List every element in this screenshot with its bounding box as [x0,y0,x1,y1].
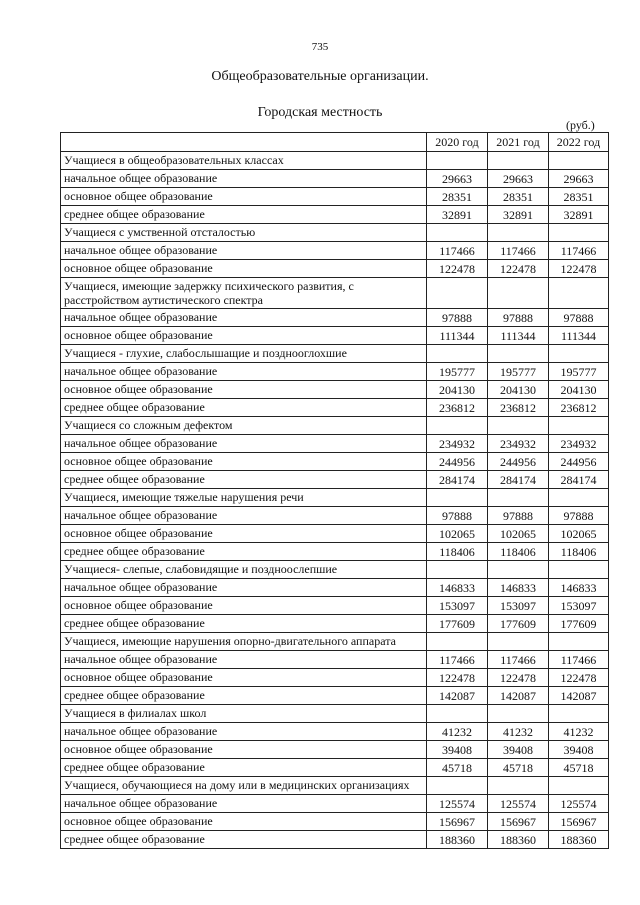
value-cell-2022 [549,777,609,795]
value-cell-2022: 41232 [549,723,609,741]
value-cell-2022 [549,489,609,507]
value-cell-2020: 204130 [427,381,488,399]
value-cell-2020: 117466 [427,651,488,669]
row-label: начальное общее образование [61,309,427,327]
row-label: основное общее образование [61,741,427,759]
value-cell-2022 [549,633,609,651]
value-cell-2021: 32891 [488,206,549,224]
table-row [61,759,609,777]
value-cell-2022: 125574 [549,795,609,813]
group-label: Учащиеся, имеющие задержку психического развития, с расстройством аутистического спектра [61,278,427,309]
table-row [61,615,609,633]
value-cell-2021 [488,278,549,309]
row-label: основное общее образование [61,381,427,399]
value-cell-2020 [427,278,488,309]
table-row [61,651,609,669]
value-cell-2021: 117466 [488,651,549,669]
value-cell-2021: 102065 [488,525,549,543]
row-label: основное общее образование [61,188,427,206]
value-cell-2020: 28351 [427,188,488,206]
group-label: Учащиеся с умственной отсталостью [61,224,427,242]
table-row [61,543,609,561]
value-cell-2020 [427,561,488,579]
table-row [61,170,609,188]
table-row [61,507,609,525]
table-row [61,597,609,615]
table-group-row [61,705,609,723]
value-cell-2022: 195777 [549,363,609,381]
value-cell-2020: 125574 [427,795,488,813]
value-cell-2020: 142087 [427,687,488,705]
value-cell-2022 [549,705,609,723]
row-label: начальное общее образование [61,579,427,597]
table-row [61,206,609,224]
value-cell-2021: 142087 [488,687,549,705]
table-row [61,453,609,471]
value-cell-2020: 284174 [427,471,488,489]
row-label: среднее общее образование [61,615,427,633]
value-cell-2021: 97888 [488,309,549,327]
value-cell-2020: 122478 [427,669,488,687]
row-label: начальное общее образование [61,435,427,453]
row-label: начальное общее образование [61,723,427,741]
row-label: среднее общее образование [61,759,427,777]
value-cell-2022: 122478 [549,260,609,278]
column-header-2020: 2020 год [427,133,488,152]
value-cell-2020: 29663 [427,170,488,188]
value-cell-2021 [488,561,549,579]
table-row [61,723,609,741]
value-cell-2021 [488,152,549,170]
row-label: среднее общее образование [61,687,427,705]
page-subtitle: Городская местность [257,105,383,120]
value-cell-2022 [549,224,609,242]
table-row [61,579,609,597]
value-cell-2020: 153097 [427,597,488,615]
row-label: среднее общее образование [61,471,427,489]
value-cell-2021: 204130 [488,381,549,399]
value-cell-2021: 29663 [488,170,549,188]
table-row [61,188,609,206]
table-body [61,152,609,849]
value-cell-2022: 102065 [549,525,609,543]
value-cell-2021: 195777 [488,363,549,381]
row-label: начальное общее образование [61,651,427,669]
value-cell-2020 [427,224,488,242]
page-title: Общеобразовательные организации. [211,69,429,84]
row-label: начальное общее образование [61,795,427,813]
value-cell-2020: 111344 [427,327,488,345]
group-label: Учащиеся в филиалах школ [61,705,427,723]
value-cell-2021: 236812 [488,399,549,417]
value-cell-2020: 102065 [427,525,488,543]
value-cell-2020: 188360 [427,831,488,849]
group-label: Учащиеся со сложным дефектом [61,417,427,435]
table-group-row [61,489,609,507]
value-cell-2022: 234932 [549,435,609,453]
value-cell-2021 [488,224,549,242]
column-header-2022: 2022 год [549,133,609,152]
group-label: Учащиеся - глухие, слабослышащие и позднооглохшие [61,345,427,363]
value-cell-2022: 153097 [549,597,609,615]
value-cell-2020: 177609 [427,615,488,633]
page-number: 735 [311,41,329,53]
table-row [61,260,609,278]
value-cell-2020: 97888 [427,507,488,525]
row-label: начальное общее образование [61,507,427,525]
value-cell-2021: 177609 [488,615,549,633]
value-cell-2022: 117466 [549,651,609,669]
group-label: Учащиеся в общеобразовательных классах [61,152,427,170]
row-label: основное общее образование [61,669,427,687]
value-cell-2022 [549,345,609,363]
value-cell-2020 [427,345,488,363]
table-row [61,399,609,417]
value-cell-2020 [427,417,488,435]
value-cell-2022: 177609 [549,615,609,633]
value-cell-2022: 236812 [549,399,609,417]
value-cell-2022 [549,417,609,435]
table-row [61,525,609,543]
value-cell-2022: 97888 [549,507,609,525]
value-cell-2021 [488,777,549,795]
row-label: среднее общее образование [61,831,427,849]
row-label: среднее общее образование [61,399,427,417]
value-cell-2021: 125574 [488,795,549,813]
table-row [61,309,609,327]
value-cell-2021 [488,345,549,363]
value-cell-2020: 32891 [427,206,488,224]
value-cell-2021: 122478 [488,669,549,687]
value-cell-2021 [488,633,549,651]
value-cell-2022: 142087 [549,687,609,705]
value-cell-2021: 284174 [488,471,549,489]
table-row [61,242,609,260]
value-cell-2022: 29663 [549,170,609,188]
row-label: основное общее образование [61,260,427,278]
value-cell-2022: 117466 [549,242,609,260]
value-cell-2022: 146833 [549,579,609,597]
value-cell-2022: 156967 [549,813,609,831]
value-cell-2021: 111344 [488,327,549,345]
value-cell-2020 [427,777,488,795]
value-cell-2021: 146833 [488,579,549,597]
table-group-row [61,345,609,363]
table-row [61,381,609,399]
value-cell-2020: 39408 [427,741,488,759]
value-cell-2022: 45718 [549,759,609,777]
value-cell-2020: 122478 [427,260,488,278]
value-cell-2021: 244956 [488,453,549,471]
value-cell-2021: 28351 [488,188,549,206]
value-cell-2022: 32891 [549,206,609,224]
value-cell-2021: 156967 [488,813,549,831]
value-cell-2020 [427,152,488,170]
column-header-2021: 2021 год [488,133,549,152]
row-label: основное общее образование [61,327,427,345]
value-cell-2021 [488,417,549,435]
value-cell-2022: 39408 [549,741,609,759]
table-group-row [61,224,609,242]
value-cell-2021 [488,705,549,723]
row-label: начальное общее образование [61,242,427,260]
group-label: Учащиеся- слепые, слабовидящие и поздноослепшие [61,561,427,579]
units-label: (руб.) [566,118,595,132]
row-label: начальное общее образование [61,170,427,188]
group-label: Учащиеся, имеющие нарушения опорно-двигательного аппарата [61,633,427,651]
table-group-row [61,633,609,651]
value-cell-2020: 156967 [427,813,488,831]
table-group-row [61,417,609,435]
table-row [61,471,609,489]
column-header-label [61,133,427,152]
row-label: основное общее образование [61,453,427,471]
table-row [61,741,609,759]
value-cell-2020: 118406 [427,543,488,561]
value-cell-2020 [427,705,488,723]
table-row [61,363,609,381]
table-group-row [61,278,609,309]
value-cell-2021 [488,489,549,507]
row-label: начальное общее образование [61,363,427,381]
row-label: основное общее образование [61,597,427,615]
value-cell-2020: 244956 [427,453,488,471]
value-cell-2020: 234932 [427,435,488,453]
value-cell-2020: 117466 [427,242,488,260]
group-label: Учащиеся, имеющие тяжелые нарушения речи [61,489,427,507]
table-row [61,669,609,687]
value-cell-2020: 146833 [427,579,488,597]
group-label: Учащиеся, обучающиеся на дому или в медицинских организациях [61,777,427,795]
value-cell-2022: 188360 [549,831,609,849]
value-cell-2020: 195777 [427,363,488,381]
value-cell-2021: 122478 [488,260,549,278]
value-cell-2020: 41232 [427,723,488,741]
table-group-row [61,561,609,579]
cost-table [60,132,609,849]
table-row [61,435,609,453]
value-cell-2020 [427,489,488,507]
value-cell-2022 [549,278,609,309]
table-header-row [61,133,609,152]
value-cell-2022: 122478 [549,669,609,687]
table-row [61,813,609,831]
row-label: среднее общее образование [61,206,427,224]
value-cell-2021: 118406 [488,543,549,561]
value-cell-2020: 97888 [427,309,488,327]
value-cell-2021: 45718 [488,759,549,777]
value-cell-2022: 284174 [549,471,609,489]
value-cell-2022: 97888 [549,309,609,327]
value-cell-2022: 111344 [549,327,609,345]
value-cell-2022: 118406 [549,543,609,561]
value-cell-2020: 236812 [427,399,488,417]
value-cell-2021: 234932 [488,435,549,453]
value-cell-2022: 204130 [549,381,609,399]
value-cell-2021: 39408 [488,741,549,759]
value-cell-2021: 117466 [488,242,549,260]
value-cell-2022: 244956 [549,453,609,471]
row-label: основное общее образование [61,525,427,543]
value-cell-2021: 41232 [488,723,549,741]
value-cell-2021: 97888 [488,507,549,525]
row-label: среднее общее образование [61,543,427,561]
value-cell-2020 [427,633,488,651]
value-cell-2021: 188360 [488,831,549,849]
table-group-row [61,777,609,795]
table-row [61,795,609,813]
table-row [61,687,609,705]
value-cell-2022: 28351 [549,188,609,206]
value-cell-2020: 45718 [427,759,488,777]
value-cell-2022 [549,561,609,579]
value-cell-2021: 153097 [488,597,549,615]
row-label: основное общее образование [61,813,427,831]
table-row [61,327,609,345]
table-row [61,831,609,849]
value-cell-2022 [549,152,609,170]
table-group-row [61,152,609,170]
